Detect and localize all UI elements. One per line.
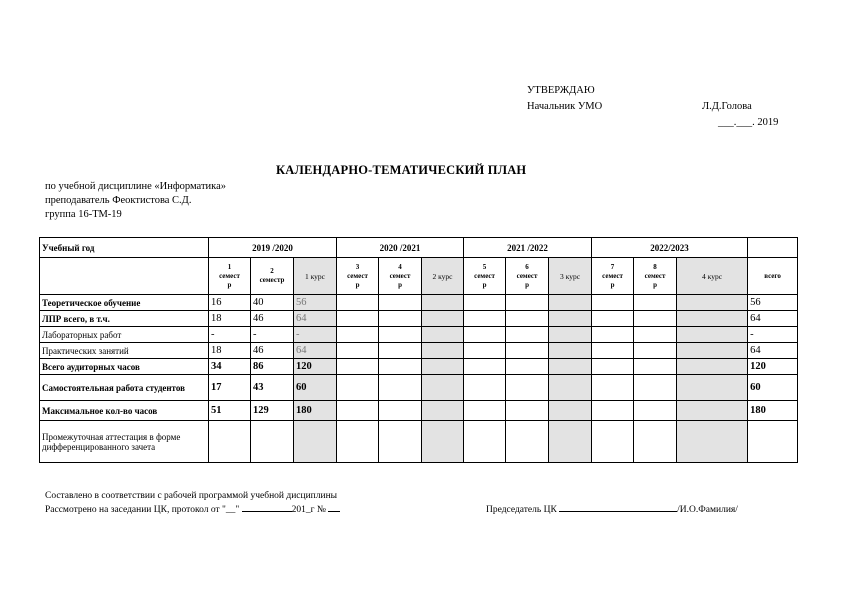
semester-header-cell: 7 семест р [592,258,634,295]
semester-header-cell: 1 семест р [209,258,251,295]
table-cell [677,421,748,463]
table-cell [209,421,251,463]
table-row [40,327,798,343]
table-cell [506,401,549,421]
table-cell [422,401,464,421]
row-label: ЛПР всего, в т.ч. [40,311,209,327]
table-cell [634,311,677,327]
semester-header-cell: 4 семест р [379,258,422,295]
table-cell: 56 [294,295,337,311]
table-cell [677,327,748,343]
table-row [40,295,798,311]
table-cell [677,359,748,375]
table-cell [506,375,549,401]
footer-chair [486,505,738,515]
table-cell [506,343,549,359]
semester-header-cell: 6 семест р [506,258,549,295]
table-cell [379,343,422,359]
table-row [40,421,798,463]
year-header-2: 2020 /2021 [337,238,464,258]
teacher-line: преподаватель Феоктистова С.Д. [45,195,192,206]
table-cell: - [209,327,251,343]
table-cell [379,311,422,327]
table-cell [464,343,506,359]
table-cell [677,295,748,311]
table-cell [549,295,592,311]
table-cell [506,359,549,375]
table-cell [592,421,634,463]
table-cell [506,421,549,463]
table-cell: 64 [748,311,798,327]
table-cell: 86 [251,359,294,375]
year-header-row [40,238,798,258]
table-cell: 34 [209,359,251,375]
approval-title: УТВЕРЖДАЮ [527,85,595,96]
semester-header-blank [40,258,209,295]
table-cell [337,343,379,359]
table-cell [379,295,422,311]
semester-header-cell: 2 курс [422,258,464,295]
table-cell [634,343,677,359]
semester-header-cell: 4 курс [677,258,748,295]
row-label: Лабораторных работ [40,327,209,343]
table-cell [294,421,337,463]
discipline-line: по учебной дисциплине «Информатика» [45,181,227,192]
semester-header-row [40,258,798,295]
table-cell [337,401,379,421]
date-blank [242,511,292,512]
table-cell [422,359,464,375]
table-cell [677,401,748,421]
table-cell [634,295,677,311]
footer-chair-label: Председатель ЦК [486,505,560,515]
year-header-1: 2019 /2020 [209,238,337,258]
table-cell: 46 [251,343,294,359]
table-row [40,375,798,401]
table-cell [337,295,379,311]
number-blank [328,511,340,512]
table-cell [379,359,422,375]
table-cell: - [294,327,337,343]
row-label: Теоретическое обучение [40,295,209,311]
table-cell [422,295,464,311]
table-cell [464,311,506,327]
table-cell: 56 [748,295,798,311]
table-cell: 18 [209,343,251,359]
table-cell: 51 [209,401,251,421]
semester-header-cell: 1 курс [294,258,337,295]
table-cell [634,375,677,401]
table-cell [337,375,379,401]
row-label: Самостоятельная работа студентов [40,375,209,401]
table-cell: 120 [294,359,337,375]
page-title: КАЛЕНДАРНО-ТЕМАТИЧЕСКИЙ ПЛАН [276,163,527,177]
table-cell [549,421,592,463]
table-cell [506,295,549,311]
group-line: группа 16-ТМ-19 [45,209,122,220]
table-cell [506,327,549,343]
year-header-4: 2022/2023 [592,238,748,258]
table-cell [379,375,422,401]
table-cell [464,327,506,343]
table-cell [422,327,464,343]
table-cell: 16 [209,295,251,311]
semester-header-cell: 3 курс [549,258,592,295]
header-label: Учебный год [40,238,209,258]
table-row [40,343,798,359]
table-cell: 43 [251,375,294,401]
plan-table [39,237,798,463]
table-cell: - [748,327,798,343]
table-cell [337,359,379,375]
table-cell [634,421,677,463]
table-cell [379,421,422,463]
table-cell [592,327,634,343]
table-cell [549,375,592,401]
table-cell [677,343,748,359]
semester-header-cell: всего [748,258,798,295]
table-cell [677,375,748,401]
footer-review [45,505,340,515]
table-cell [422,375,464,401]
approval-name: Л.Д.Голова [702,101,752,112]
table-cell: 180 [748,401,798,421]
table-cell [422,343,464,359]
table-cell [464,359,506,375]
table-cell [748,421,798,463]
footer-chair-name: /И.О.Фамилия/ [677,505,738,515]
table-cell [592,311,634,327]
table-cell [634,359,677,375]
table-cell [549,401,592,421]
signature-blank [559,511,677,512]
table-cell [379,401,422,421]
footer-review-year: 201_г № [291,505,329,515]
table-cell [506,311,549,327]
table-cell [422,421,464,463]
table-cell [592,359,634,375]
table-cell: 64 [294,343,337,359]
table-cell [634,401,677,421]
approval-position: Начальник УМО [527,101,603,112]
table-cell [379,327,422,343]
table-cell [549,343,592,359]
table-cell: 40 [251,295,294,311]
table-cell: 64 [294,311,337,327]
table-cell [337,421,379,463]
table-cell: 129 [251,401,294,421]
table-row [40,401,798,421]
footer-review-text: Рассмотрено на заседании ЦК, протокол от "__" [45,505,242,515]
table-cell [464,295,506,311]
table-cell: 60 [294,375,337,401]
table-row [40,359,798,375]
table-cell [464,375,506,401]
table-cell [634,327,677,343]
table-cell [337,327,379,343]
year-header-3: 2021 /2022 [464,238,592,258]
table-cell [549,359,592,375]
year-header-blank [748,238,798,258]
semester-header-cell: 2 семестр [251,258,294,295]
table-cell: 180 [294,401,337,421]
table-cell [251,421,294,463]
semester-header-cell: 3 семест р [337,258,379,295]
table-cell [422,311,464,327]
row-label: Практических занятий [40,343,209,359]
table-cell: - [251,327,294,343]
table-cell [337,311,379,327]
table-cell [549,327,592,343]
footer-note: Составлено в соответствии с рабочей программой учебной дисциплины [45,491,338,501]
semester-header-cell: 8 семест р [634,258,677,295]
table-cell [592,375,634,401]
table-cell [549,311,592,327]
table-cell: 17 [209,375,251,401]
table-cell [592,295,634,311]
table-row [40,311,798,327]
table-body [40,295,798,463]
row-label: Всего аудиторных часов [40,359,209,375]
table-cell [464,421,506,463]
table-cell: 120 [748,359,798,375]
row-label: Промежуточная аттестация в форме дифференцированного зачета [40,421,209,463]
table-cell: 64 [748,343,798,359]
table-cell [592,343,634,359]
table-cell: 46 [251,311,294,327]
approval-date: ___.___. 2019 [718,117,779,128]
table-cell: 18 [209,311,251,327]
semester-header-cell: 5 семест р [464,258,506,295]
table-cell [464,401,506,421]
row-label: Максимальное кол-во часов [40,401,209,421]
table-cell: 60 [748,375,798,401]
table-cell [677,311,748,327]
table-cell [592,401,634,421]
